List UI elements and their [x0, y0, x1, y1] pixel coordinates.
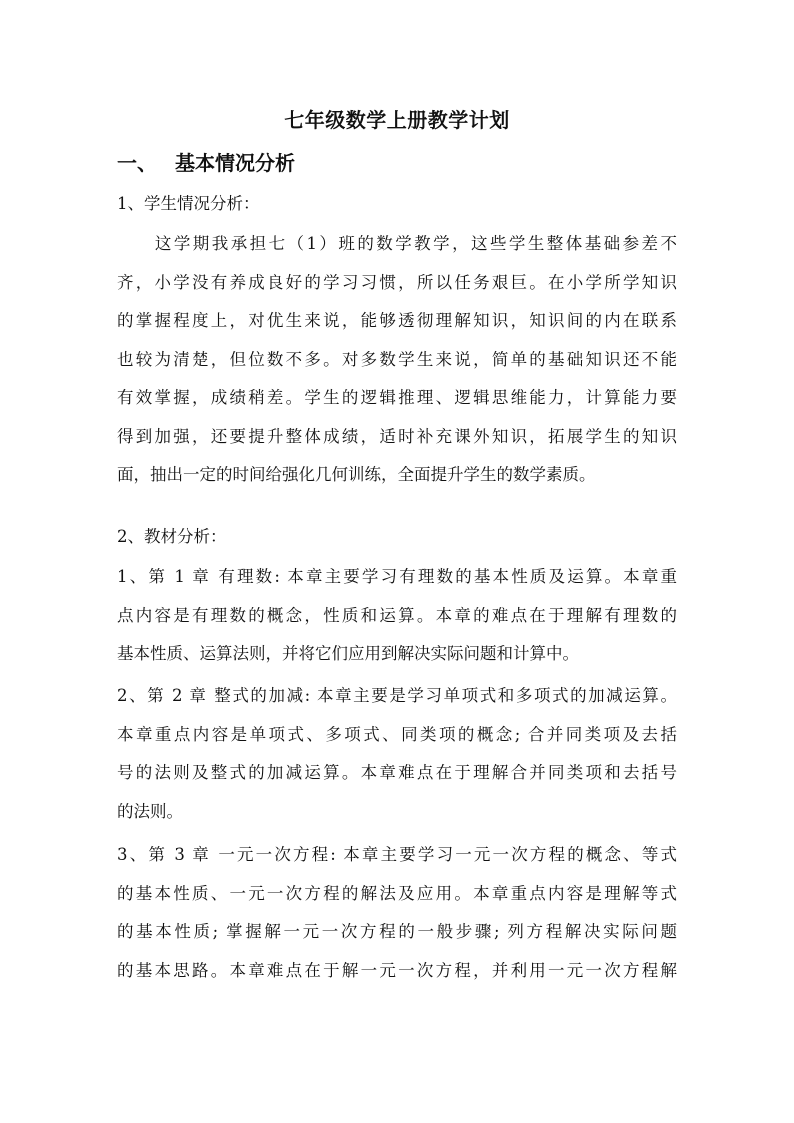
paragraph-line: 号的法则及整式的加减运算。本章难点在于理解合并同类项和去括号	[117, 763, 677, 782]
paragraph-line: 有效掌握，成绩稍差。学生的逻辑推理、逻辑思维能力，计算能力要	[117, 388, 677, 407]
subheading-textbook-analysis: 2、教材分析：	[117, 527, 227, 546]
subheading-student-analysis: 1、学生情况分析：	[117, 194, 260, 213]
section-number: 一、	[117, 151, 157, 175]
paragraph-line: 3、第 3 章 一元一次方程: 本章主要学习一元一次方程的概念、等式	[117, 845, 677, 864]
paragraph-chapter-3	[117, 836, 677, 990]
paragraph-line: 的法则。	[117, 801, 183, 821]
paragraph-line: 点内容是有理数的概念，性质和运算。本章的难点在于理解有理数的	[117, 605, 677, 625]
document-title: 七年级数学上册教学计划	[284, 108, 510, 132]
paragraph-line: 2、第 2 章 整式的加减: 本章主要是学习单项式和多项式的加减运算。	[117, 686, 677, 705]
paragraph-chapter-2	[117, 677, 677, 831]
section-heading-text: 基本情况分析	[175, 151, 295, 175]
paragraph-line: 的基本性质、一元一次方程的解法及应用。本章重点内容是理解等式	[117, 883, 677, 903]
paragraph-chapter-1	[117, 558, 677, 674]
paragraph-student-analysis	[117, 225, 677, 495]
paragraph-line: 这学期我承担七（1）班的数学教学，这些学生整体基础参差不	[117, 234, 677, 253]
paragraph-line: 1、第 1 章 有理数: 本章主要学习有理数的基本性质及运算。本章重	[117, 567, 677, 586]
paragraph-line: 的掌握程度上，对优生来说，能够透彻理解知识，知识间的内在联系	[117, 311, 677, 330]
paragraph-line: 也较为清楚，但位数不多。对多数学生来说，简单的基础知识还不能	[117, 349, 677, 369]
paragraph-line: 齐，小学没有养成良好的学习习惯，所以任务艰巨。在小学所学知识	[117, 272, 677, 292]
paragraph-line: 基本性质、运算法则，并将它们应用到解决实际问题和计算中。	[117, 644, 579, 663]
paragraph-line: 本章重点内容是单项式、多项式、同类项的概念; 合并同类项及去括	[117, 724, 677, 744]
paragraph-line: 面，抽出一定的时间给强化几何训练，全面提升学生的数学素质。	[117, 465, 596, 484]
section-heading	[117, 147, 295, 176]
paragraph-line: 的基本思路。本章难点在于解一元一次方程，并利用一元一次方程解	[117, 960, 677, 980]
paragraph-line: 得到加强，还要提升整体成绩，适时补充课外知识，拓展学生的知识	[117, 426, 677, 446]
paragraph-line: 的基本性质; 掌握解一元一次方程的一般步骤; 列方程解决实际问题	[117, 922, 677, 941]
